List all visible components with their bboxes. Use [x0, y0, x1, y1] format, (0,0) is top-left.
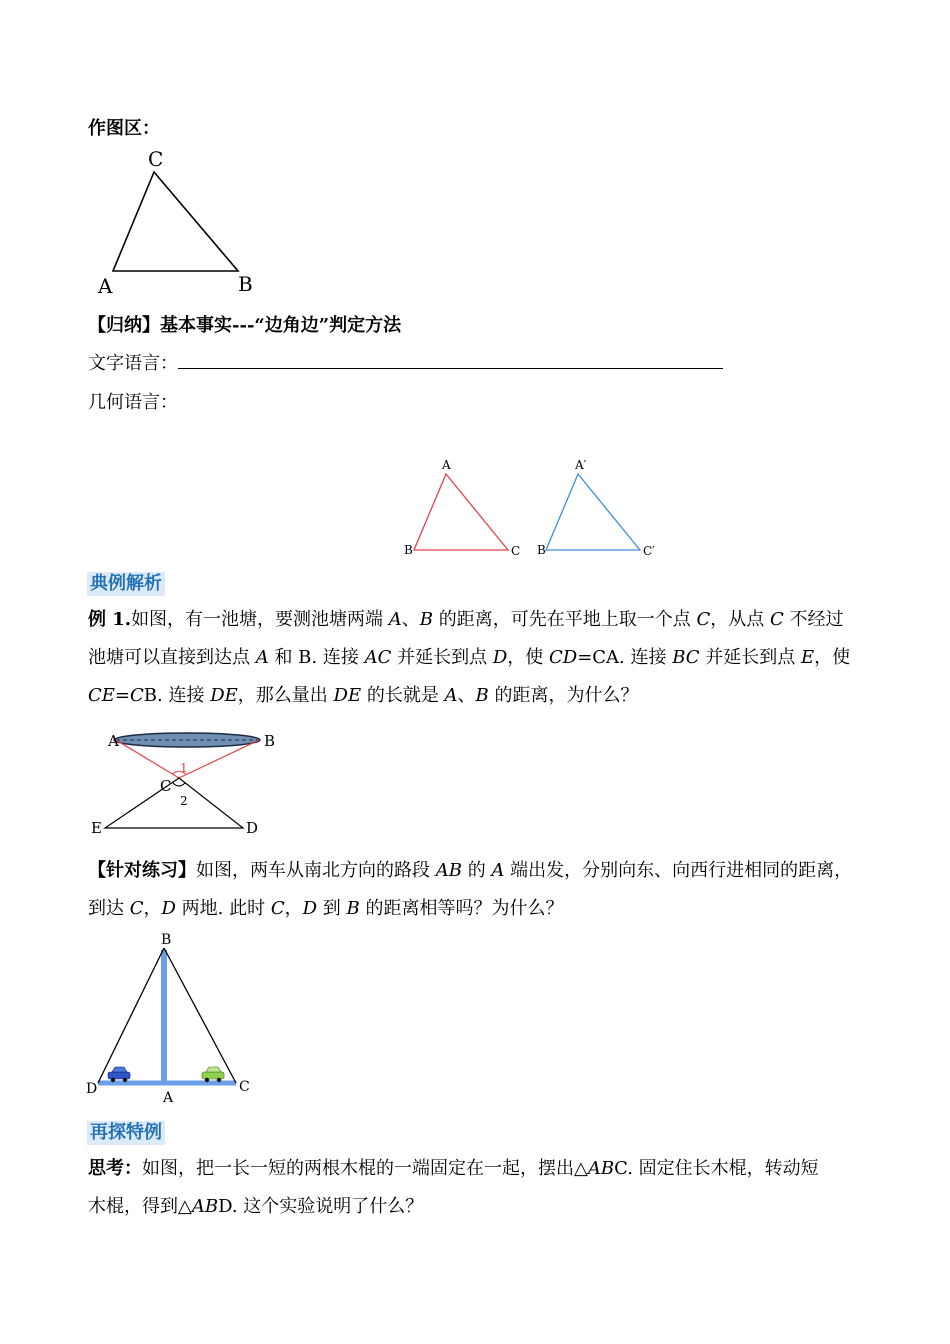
triangle-cde — [105, 778, 243, 828]
pond-label-a: A — [108, 732, 119, 750]
practice-paragraph — [88, 852, 868, 928]
blue-label-b: B — [537, 543, 546, 557]
blue-car-icon — [108, 1067, 130, 1082]
think-paragraph — [88, 1150, 868, 1226]
angle-2-label: 2 — [180, 794, 188, 808]
label-c: C — [148, 147, 164, 171]
red-label-b: B — [404, 543, 413, 557]
green-car-icon — [202, 1067, 224, 1082]
road-label-d: D — [86, 1081, 98, 1097]
red-label-c: C — [511, 544, 521, 558]
angle-2-arc — [173, 783, 185, 786]
triangle-abc — [113, 172, 238, 271]
example-1-paragraph — [88, 601, 868, 715]
section-title-examples: 典例解析 — [87, 572, 165, 596]
road-label-b: B — [161, 932, 172, 948]
text-language-label: 文字语言： — [88, 353, 178, 374]
congruent-pair-figure — [398, 452, 670, 564]
example-1-line-2: 池塘可以直接到达点 A 和 B. 连接 AC 并延长到点 D，使 CD=CA. 连接 BC 并延长到点 E，使 — [88, 647, 851, 668]
red-triangle — [414, 474, 508, 550]
label-b: B — [238, 272, 253, 296]
red-label-a: A — [442, 458, 451, 472]
label-a: A — [98, 274, 113, 298]
text-language-row — [88, 352, 723, 375]
pond-label-d: D — [246, 819, 259, 837]
blue-label-c: C′ — [643, 544, 655, 558]
road-figure — [84, 928, 259, 1106]
think-label: 思考： — [88, 1158, 142, 1179]
practice-line-2: 到达 C，D 两地. 此时 C，D 到 B 的距离相等吗？为什么？ — [88, 898, 564, 919]
summary-heading: 【归纳】基本事实---“边角边”判定方法 — [88, 315, 402, 336]
angle-1-label: 1 — [180, 761, 188, 775]
pond-label-e: E — [91, 819, 102, 837]
line-bd — [98, 948, 164, 1083]
think-line-2: 木棍，得到△ABD. 这个实验说明了什么？ — [88, 1196, 424, 1217]
pond-figure — [88, 725, 288, 840]
drawing-area-heading: 作图区： — [88, 118, 160, 139]
practice-label: 【针对练习】 — [88, 860, 196, 881]
geometry-language-label: 几何语言： — [88, 392, 178, 413]
road-label-c: C — [239, 1079, 250, 1095]
blue-label-a: A′ — [575, 458, 587, 472]
answer-blank-line[interactable] — [178, 352, 723, 369]
blue-triangle — [546, 474, 640, 550]
triangle-abc-figure — [90, 145, 265, 300]
think-line-1: 思考：如图，把一长一短的两根木棍的一端固定在一起，摆出△ABC. 固定住长木棍，转动短 — [88, 1158, 819, 1179]
pond-label-b: B — [264, 732, 276, 750]
section-title-explore: 再探特例 — [87, 1121, 165, 1145]
line-bc — [164, 948, 236, 1083]
pond-label-c: C — [160, 777, 172, 795]
practice-line-1: 【针对练习】如图，两车从南北方向的路段 AB 的 A 端出发，分别向东、向西行进相同的距离， — [88, 860, 853, 881]
example-1-line-1: 例 1.如图，有一池塘，要测池塘两端 A、B 的距离，可先在平地上取一个点 C，从点 C 不经过 — [88, 609, 844, 630]
example-1-label: 例 1. — [88, 609, 132, 630]
road-label-a: A — [163, 1090, 174, 1106]
example-1-line-3: CE=CB. 连接 DE，那么量出 DE 的长就是 A、B 的距离，为什么？ — [88, 685, 639, 706]
